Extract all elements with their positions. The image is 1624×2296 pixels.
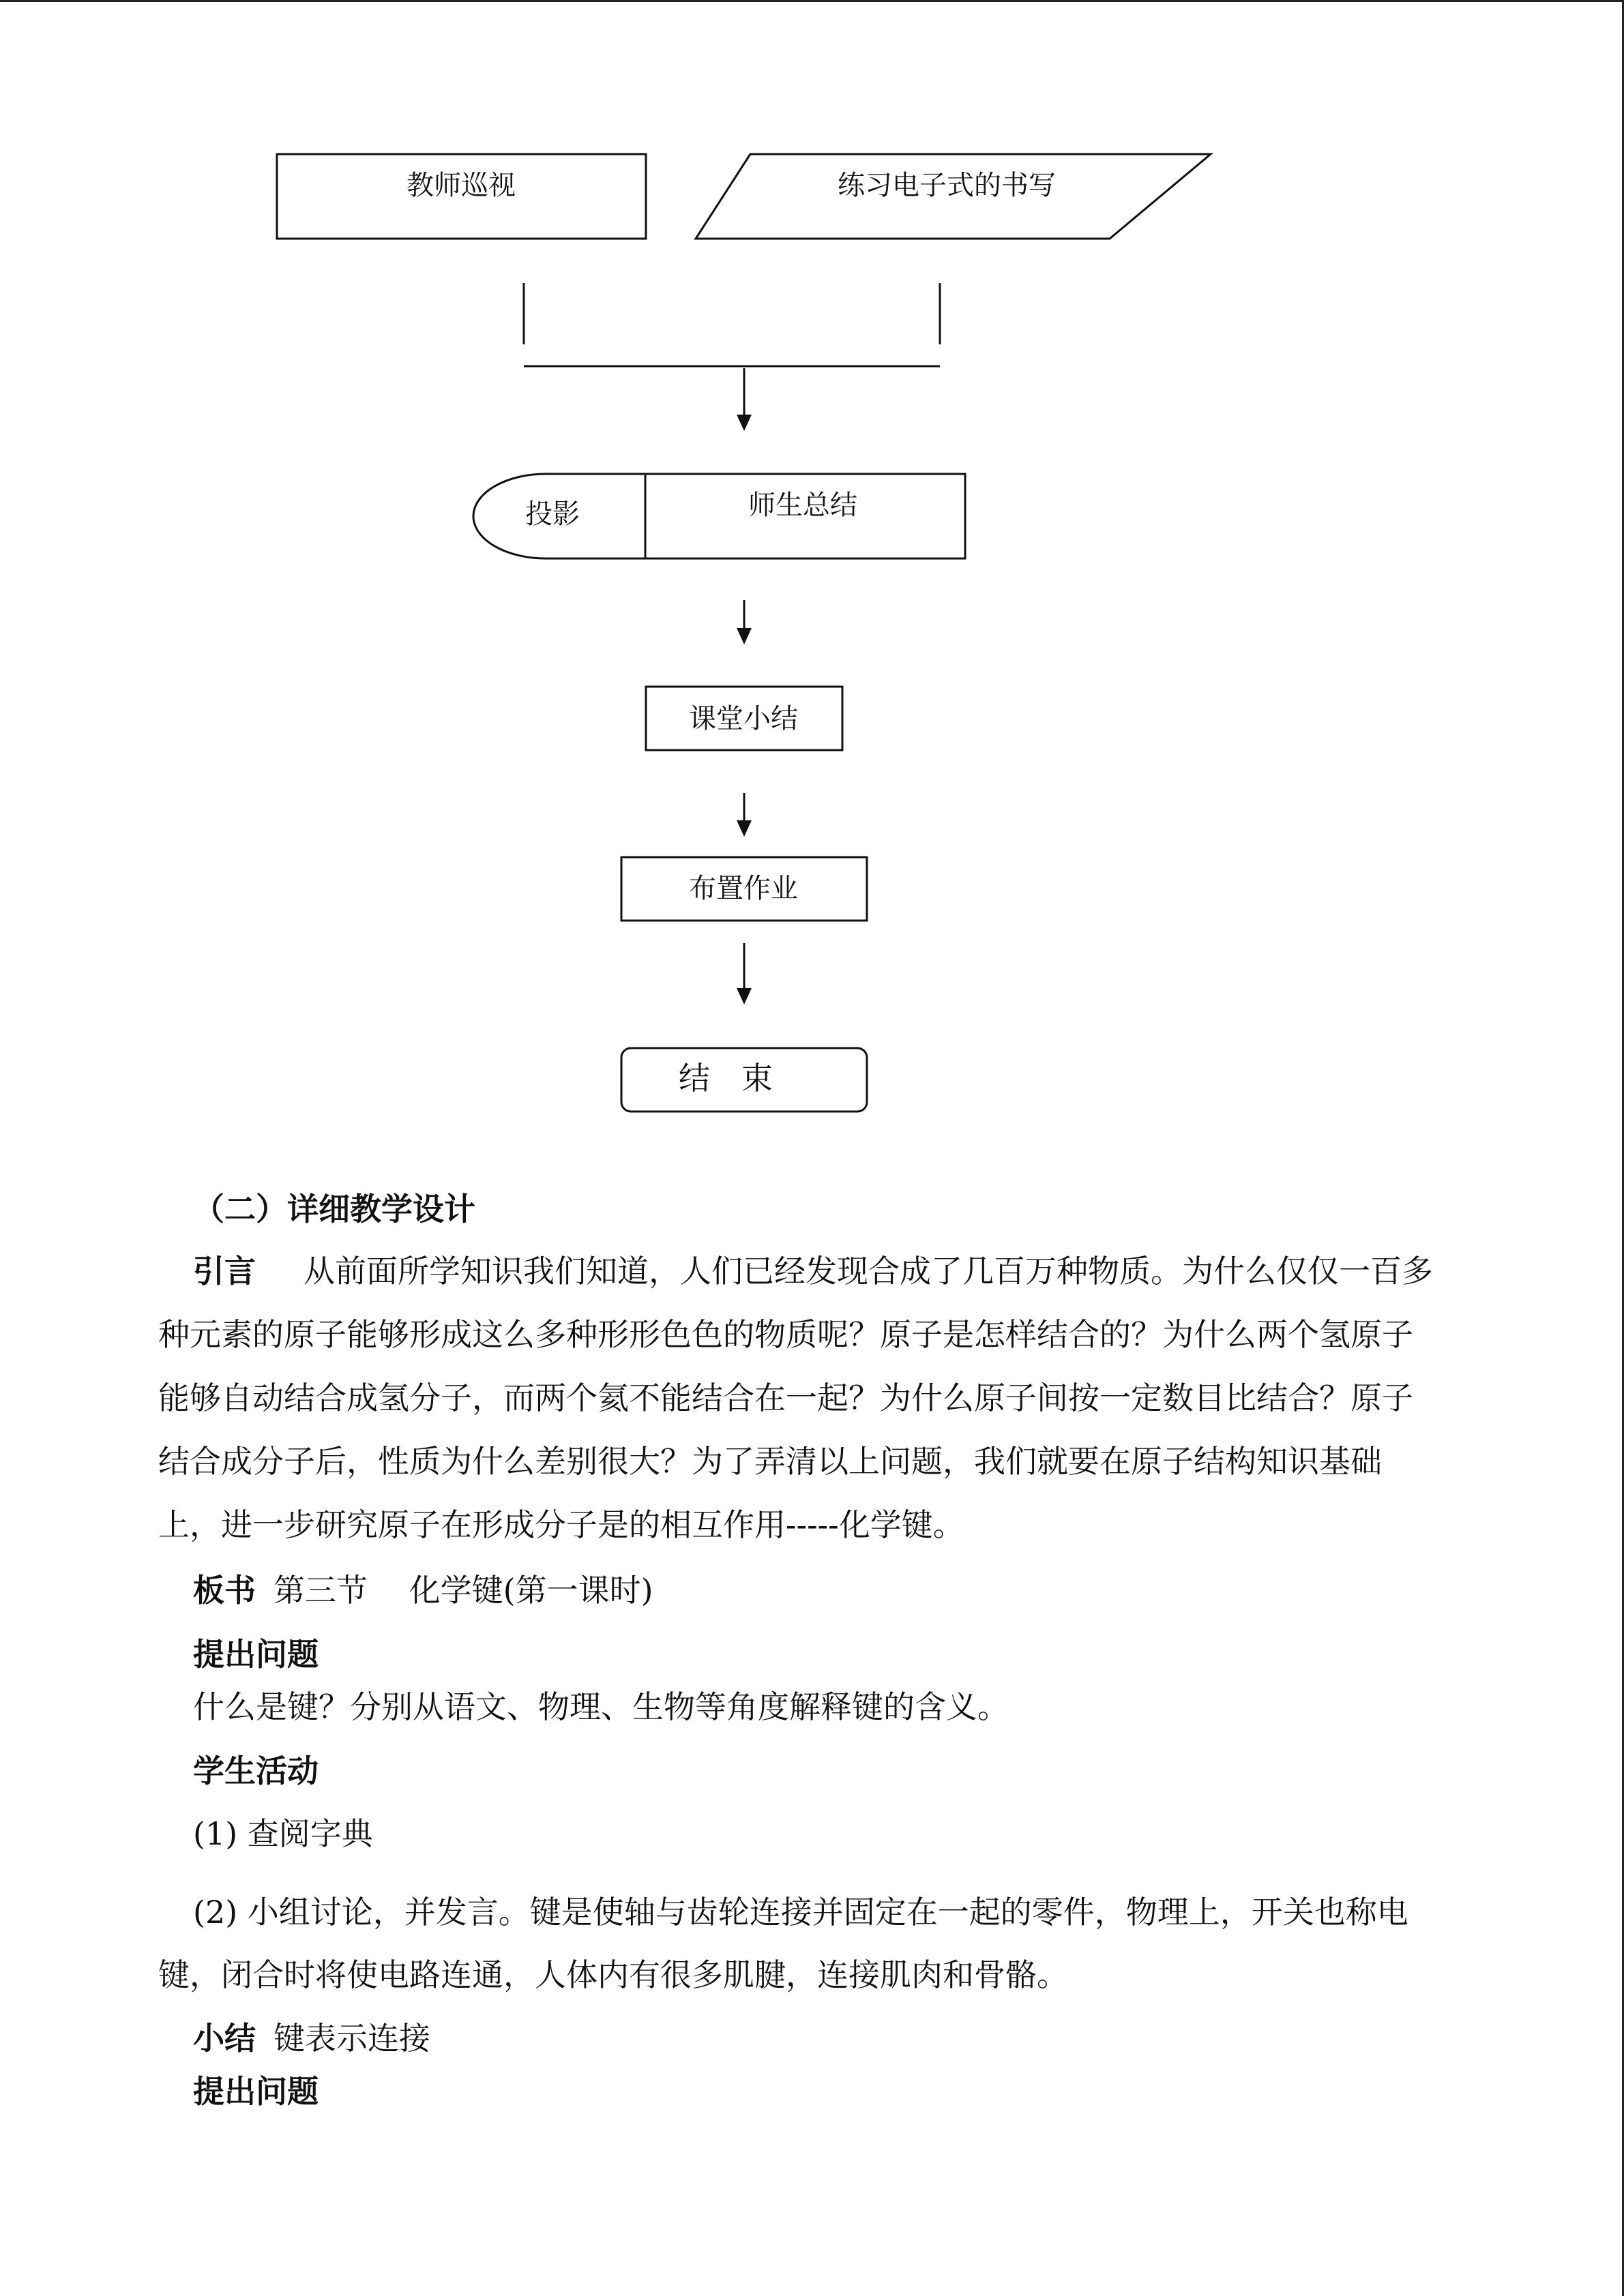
- intro-line-5: 上，进一步研究原子在形成分子是的相互作用-----化学键。: [158, 1506, 964, 1543]
- arrow-2-head: [737, 628, 752, 644]
- label-practice-electron-formula: 练习电子式的书写: [838, 170, 1056, 201]
- arrow-4-head: [737, 988, 752, 1004]
- label-projection: 投影: [525, 498, 580, 530]
- summary-text: 键表示连接: [274, 2020, 430, 2057]
- intro-text-1: 从前面所学知识我们知道，人们已经发现合成了几百万种物质。为什么仅仅一百多: [304, 1253, 1433, 1289]
- label-teacher-patrol: 教师巡视: [407, 170, 516, 201]
- student-activity-item-1: (1) 查阅字典: [193, 1815, 373, 1852]
- label-end: 结 束: [679, 1060, 773, 1097]
- intro-line-3: 能够自动结合成氢分子，而两个氦不能结合在一起？为什么原子间按一定数目比结合？原子: [158, 1380, 1413, 1416]
- student-activity-label: 学生活动: [193, 1753, 319, 1789]
- label-assign-homework: 布置作业: [689, 873, 798, 904]
- section-title: （二）详细教学设计: [193, 1191, 475, 1227]
- arrow-3-head: [737, 820, 752, 837]
- board-text: 第三节 化学键(第一课时): [274, 1572, 653, 1609]
- board-label: 板书: [193, 1572, 256, 1609]
- intro-line-4: 结合成分子后，性质为什么差别很大？为了弄清以上问题，我们就要在原子结构知识基础: [158, 1443, 1382, 1480]
- label-teacher-student-summary: 师生总结: [748, 490, 857, 521]
- board-line: [193, 1571, 653, 1609]
- question1-text: 什么是键？分别从语文、物理、生物等角度解释键的含义。: [193, 1688, 1009, 1725]
- intro-line-2: 种元素的原子能够形成这么多种形形色色的物质呢？原子是怎样结合的？为什么两个氢原子: [158, 1316, 1413, 1353]
- intro-line-1: [193, 1252, 1433, 1290]
- student-activity-item-2-line-2: 键，闭合时将使电路连通，人体内有很多肌腱，连接肌肉和骨骼。: [158, 1956, 1068, 1993]
- summary-line: [193, 2019, 430, 2057]
- question2-label: 提出问题: [193, 2073, 319, 2110]
- summary-label: 小结: [193, 2020, 256, 2057]
- intro-label: 引言: [193, 1253, 256, 1289]
- label-class-summary: 课堂小结: [689, 703, 798, 734]
- arrow-1-head: [737, 415, 752, 431]
- question1-label: 提出问题: [193, 1636, 319, 1673]
- student-activity-item-2-line-1: (2) 小组讨论，并发言。键是使轴与齿轮连接并固定在一起的零件，物理上，开关也称电: [193, 1894, 1408, 1930]
